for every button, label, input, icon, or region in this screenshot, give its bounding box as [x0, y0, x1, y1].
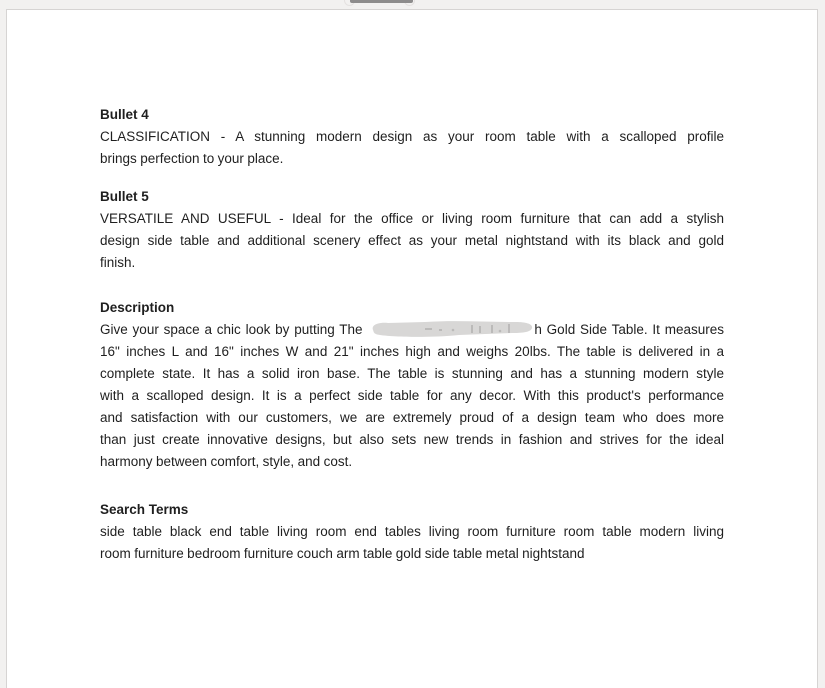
text-line: room furniture bedroom furniture couch arm table gold side table metal nightstand — [100, 546, 585, 561]
page-boundary-handle — [350, 0, 413, 3]
section-search-terms — [100, 499, 724, 565]
text-line: finish. — [100, 255, 136, 270]
text-line: harmony between comfort, style, and cost. — [100, 454, 353, 469]
redacted-line-prefix: Give your space a chic look by putting The — [100, 322, 368, 337]
text-line: brings perfection to your place. — [100, 151, 284, 166]
section-bullet-4 — [100, 104, 724, 170]
text-line: VERSATILE AND USEFUL - Ideal for the office or living room furniture that can add a stylish — [100, 211, 724, 226]
section-heading: Search Terms — [100, 502, 189, 517]
section-description — [100, 297, 724, 473]
text-line: and satisfaction with our customers, we are extremely proud of a design team who does more — [100, 410, 724, 425]
redacted-text-line — [100, 319, 724, 341]
section-heading: Bullet 4 — [100, 107, 149, 122]
redacted-line-suffix: h Gold Side Table. It measures — [534, 322, 724, 337]
text-line: CLASSIFICATION - A stunning modern design as your room table with a scalloped profile — [100, 129, 724, 144]
text-line: design side table and additional scenery effect as your metal nightstand with its black and gold — [100, 233, 724, 248]
text-line: 16" inches L and 16" inches W and 21" inches high and weighs 20lbs. The table is delivered in a — [100, 344, 724, 359]
text-line: complete state. It has a solid iron base. The table is stunning and has a stunning modern style — [100, 366, 724, 381]
text-line: side table black end table living room end tables living room furniture room table modern living — [100, 524, 724, 539]
document-page[interactable] — [6, 9, 818, 688]
text-line: with a scalloped design. It is a perfect side table for any decor. With this product's performance — [100, 388, 724, 403]
document-content — [100, 104, 724, 565]
section-heading: Bullet 5 — [100, 189, 149, 204]
section-heading: Description — [100, 300, 175, 315]
redaction-scribble-icon — [367, 320, 534, 338]
section-bullet-5 — [100, 186, 724, 274]
text-line: than just create innovative designs, but also sets new trends in fashion and strives for the ideal — [100, 432, 724, 447]
